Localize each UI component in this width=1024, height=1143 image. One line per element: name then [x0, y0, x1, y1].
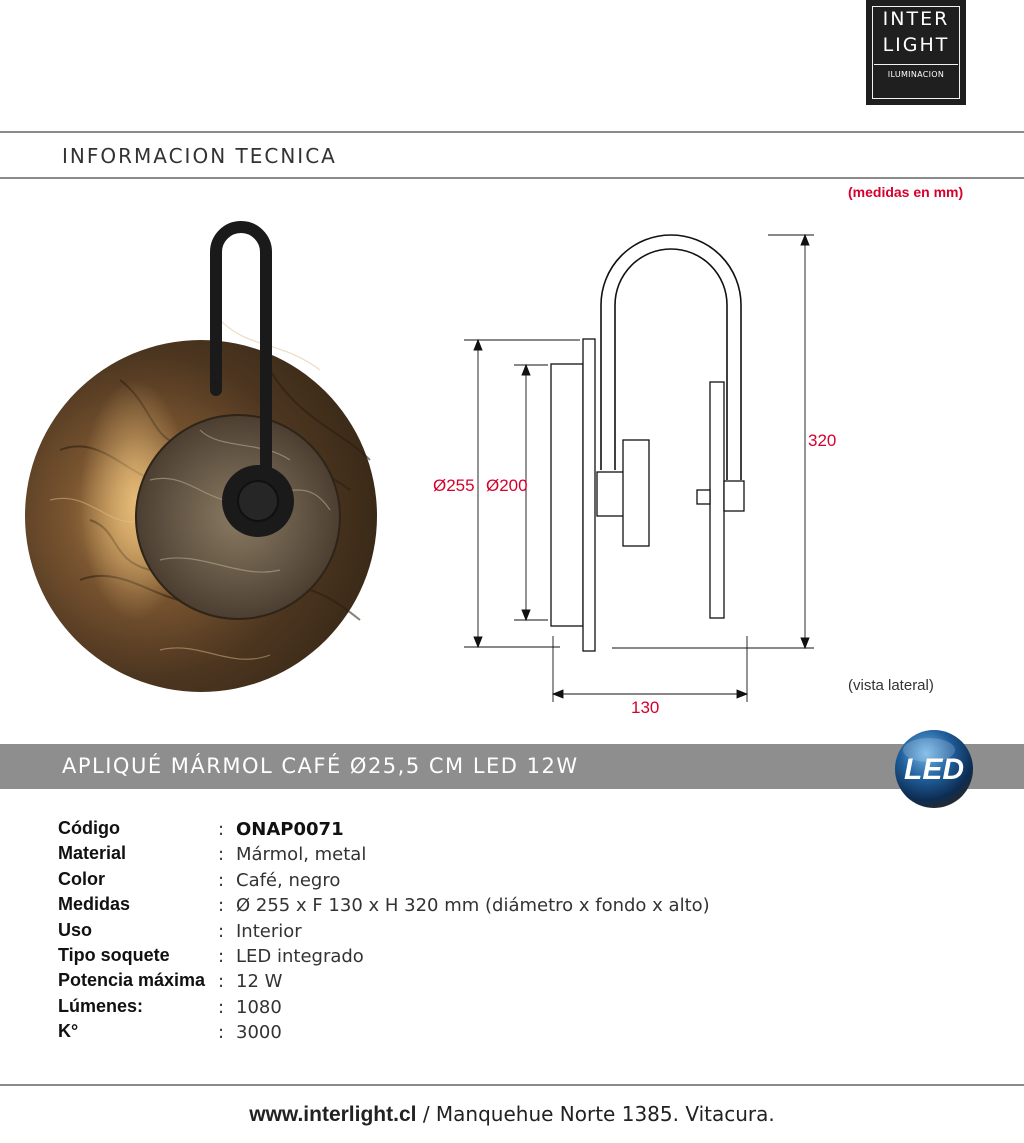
spec-value: Mármol, metal	[236, 844, 367, 865]
footer	[0, 1102, 1024, 1127]
spec-separator: :	[218, 870, 225, 891]
footer-separator: /	[416, 1102, 436, 1126]
side-view-drawing	[420, 210, 860, 720]
divider-footer	[0, 1084, 1024, 1086]
dimension-height: 320	[808, 431, 837, 450]
led-badge-text: LED	[904, 753, 964, 786]
spec-separator: :	[218, 997, 225, 1018]
spec-separator: :	[218, 819, 225, 840]
drawing-mount	[623, 440, 649, 546]
section-title: INFORMACION TECNICA	[62, 144, 337, 168]
logo-line-3: ILUMINACION	[887, 70, 945, 79]
footer-website-link[interactable]: www.interlight.cl	[249, 1103, 417, 1126]
spec-label: Color	[58, 869, 105, 889]
logo-line-1: INTER	[882, 8, 950, 30]
spec-label: Uso	[58, 920, 93, 940]
spec-value: 1080	[236, 997, 282, 1018]
spec-value: LED integrado	[236, 946, 364, 967]
led-badge-icon	[893, 728, 975, 810]
product-title: APLIQUÉ MÁRMOL CAFÉ Ø25,5 CM LED 12W	[62, 754, 579, 778]
spec-value: Café, negro	[236, 870, 341, 891]
drawing-outer-plate	[583, 339, 595, 651]
spec-label: Material	[58, 843, 127, 863]
spec-value: 12 W	[236, 971, 283, 992]
brand-logo	[866, 0, 966, 105]
dimension-depth: 130	[631, 698, 660, 717]
dimension-diameter-200: Ø200	[486, 476, 528, 495]
drawing-back-plate	[551, 364, 583, 626]
spec-value: 3000	[236, 1022, 282, 1043]
view-note: (vista lateral)	[848, 677, 934, 694]
divider-top	[0, 131, 1024, 133]
spec-label: K°	[58, 1021, 79, 1041]
spec-separator: :	[218, 921, 225, 942]
dimension-diameter-255: Ø255	[433, 476, 475, 495]
spec-value: ONAP0071	[236, 819, 344, 840]
logo-line-2: LIGHT	[882, 34, 950, 56]
units-note: (medidas en mm)	[848, 184, 964, 200]
spec-label: Medidas	[58, 894, 131, 914]
spec-label: Tipo soquete	[58, 945, 170, 965]
footer-address: Manquehue Norte 1385. Vitacura.	[435, 1102, 775, 1126]
drawing-front-disc	[710, 382, 724, 618]
spec-label: Código	[58, 818, 120, 838]
spec-separator: :	[218, 971, 225, 992]
spec-label: Potencia máxima	[58, 970, 206, 990]
spec-label: Lúmenes:	[58, 996, 144, 1016]
spec-separator: :	[218, 895, 225, 916]
spec-separator: :	[218, 844, 225, 865]
product-photo	[20, 200, 400, 700]
spec-value: Interior	[236, 921, 302, 942]
divider-section	[0, 177, 1024, 179]
spec-separator: :	[218, 946, 225, 967]
spec-value: Ø 255 x F 130 x H 320 mm (diámetro x fondo x alto)	[236, 895, 710, 916]
spec-separator: :	[218, 1022, 225, 1043]
